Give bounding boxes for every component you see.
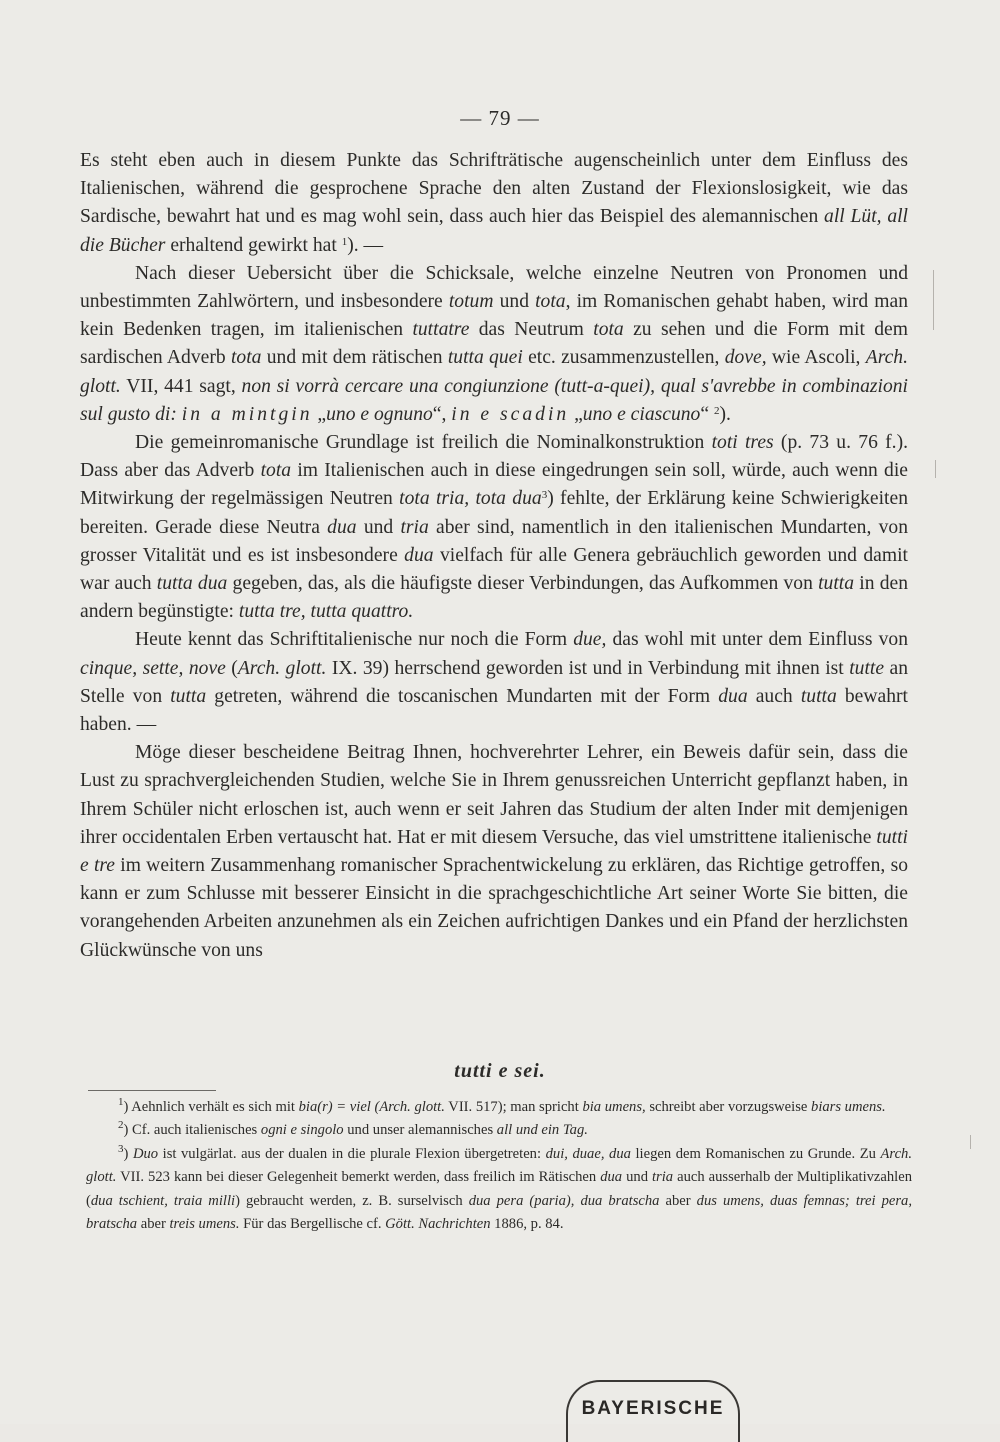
italic-text: toti tres (711, 432, 774, 454)
text-run: zu sehen und die Form mit dem sardischen Adverb (80, 319, 908, 369)
italic-text: dua (600, 1169, 623, 1186)
italic-text: ogni e singolo (260, 1122, 344, 1139)
italic-text: dua (327, 516, 357, 538)
footnote-marker: 3 (541, 489, 548, 502)
text-run: das Neutrum (469, 319, 594, 341)
footnote (86, 1096, 912, 1119)
text-run: Die gemeinromanische Grundlage ist freilich die Nominalkonstruktion (135, 432, 712, 454)
text-run: auch ausserhalb der Multiplikativzahlen ( (86, 1169, 912, 1209)
margin-mark (935, 460, 936, 478)
text-run: VII, 441 sagt, (120, 375, 242, 397)
text-run: erhaltend gewirkt hat (165, 234, 342, 256)
library-stamp-text: BAYERISCHE (581, 1398, 725, 1419)
italic-text: tria (652, 1169, 674, 1186)
text-run: und (493, 291, 536, 313)
text-run: aber (137, 1216, 170, 1233)
paragraph (80, 739, 908, 965)
italic-text: tota (260, 460, 292, 482)
italic-text: Duo (132, 1145, 159, 1162)
italic-text: tria (400, 516, 429, 538)
italic-text: cinque, sette, nove (80, 657, 226, 679)
text-run: „ (569, 403, 583, 425)
text-run: im Italienischen auch in diese eingedrungen sein soll, würde, auch wenn die Mitwirkung der regelmässigen Neutren (80, 460, 908, 510)
signature: tutti e sei. (454, 1060, 546, 1082)
footnotes (86, 1096, 912, 1236)
text-run: und mit dem rätischen (261, 347, 448, 369)
footnote (86, 1143, 912, 1237)
italic-text: all Lüt, all die Bücher (80, 206, 909, 256)
text-run: Möge dieser bescheidene Beitrag Ihnen, hochverehrter Lehrer, ein Beweis dafür sein, dass die Lust zu sprachvergleichenden Studien, welche Sie in Ihrem genussreichen Unterricht gepflanzt haben, in Ihrem Schüler nicht erloschen ist, auch wenn er seit Jahren das Studium der alten Inder mit demjenigen ihrer occidentalen Erben vertauscht hat. Hat er mit diesem Versuche, das viel umstrittene italienische (80, 742, 908, 848)
text-run: schreibt aber vorzugsweise (645, 1099, 812, 1115)
text-run: im weitern Zusammenhang romanischer Sprachentwickelung zu erklären, das Richtige getroffen, so kann er zum Schlusse mit besserer Einsicht in die sprachgeschichtliche Art seiner Worte Sie bitten, die vorangehenden Arbeiten anzunehmen als ein Zeichen aufrichtigen Dankes und ein Pfand der herzlichsten Glückwünsche von uns (80, 855, 908, 961)
italic-text: Arch. glott. (86, 1145, 912, 1186)
text-run: ) gebraucht werden, z. B. surselvisch (235, 1192, 469, 1209)
paragraph (80, 147, 908, 260)
text-run: das wohl mit unter dem Einfluss von (606, 629, 908, 651)
italic-text: all und ein Tag. (496, 1122, 588, 1139)
text-run: (p. 73 u. 76 f.). Dass aber das Adverb (80, 432, 908, 482)
text-run: gegeben, das, als die häufigste dieser Verbindungen, das Aufkommen von (227, 573, 819, 595)
italic-text: dua (718, 685, 748, 707)
italic-text: tota (535, 291, 566, 313)
text-run: und (622, 1169, 652, 1186)
text-run: aber sind, namentlich in den italienischen Mundarten, von grosser Vitalität und es ist insbesondere (80, 516, 909, 566)
footnote-marker: 2 (713, 404, 720, 417)
text-run: 1886, p. 84. (490, 1216, 564, 1233)
text-run: ) fehlte, der Erklärung keine Schwierigkeiten bereiten. Gerade diese Neutra (80, 488, 908, 538)
footnote-marker: 2 (118, 1119, 124, 1132)
paragraph (80, 429, 908, 626)
text-run: und (356, 516, 401, 538)
italic-text: tutti e tre (80, 826, 908, 877)
italic-text: tutta (170, 685, 207, 707)
text-run: “ (700, 403, 714, 425)
italic-text: Arch. glott. (237, 657, 327, 679)
footnote-marker: 3 (118, 1142, 124, 1155)
margin-mark (933, 270, 934, 330)
footnote (86, 1119, 912, 1142)
text-run: VII. 517); man spricht (444, 1099, 583, 1115)
text-run: wie Ascoli, (766, 347, 866, 369)
text-run: auch (747, 685, 801, 707)
text-run: an Stelle von (80, 657, 908, 707)
library-stamp (566, 1380, 740, 1442)
text-run: Es steht eben auch in diesem Punkte das Schrifträtische augenscheinlich unter dem Einfluss des Italienischen, während die gesprochene Sprache den alten Zustand der Flexionslosigkeit, wie das Sardische, bewahrt hat und es mag wohl sein, dass auch hier das Beispiel des alemannischen (80, 150, 908, 228)
text-run: getreten, während die toscanischen Mundarten mit der Form (206, 685, 719, 707)
text-run: Nach dieser Uebersicht über die Schicksale, welche einzelne Neutren von Pronomen und unbestimmten Zahlwörtern, und insbesondere (80, 262, 908, 313)
footnote-marker: 1 (341, 235, 348, 248)
italic-text: non si vorrà cercare una congiunzione (tutt-a-quei), qual s'avrebbe in combinazioni sul gusto di: (80, 375, 908, 425)
text-run: vielfach für alle Genera gebräuchlich geworden und damit war auch (80, 544, 908, 595)
text-run: ). (719, 403, 731, 425)
text-run: “, (432, 403, 452, 425)
text-run: ( (225, 657, 238, 679)
text-run: ist vulgärlat. aus der dualen in die plurale Flexion übergetreten: (158, 1145, 546, 1162)
italic-text: tutta tre, tutta quattro. (238, 601, 414, 623)
italic-text: tota (230, 347, 262, 369)
italic-text: tutta (818, 573, 855, 595)
italic-text: due, (573, 629, 607, 651)
text-run: in den andern begünstigte: (80, 573, 909, 623)
italic-text: tota (593, 319, 624, 341)
body-text (80, 147, 908, 965)
paragraph (80, 260, 908, 429)
italic-text: bia(r) = viel (Arch. glott. (298, 1099, 445, 1115)
text-run: Für das Bergellische cf. (239, 1216, 386, 1233)
text-run: ) Aehnlich verhält es sich mit (123, 1099, 299, 1115)
text-run: VII. 523 kann bei dieser Gelegenheit bemerkt werden, dass freilich im Rätischen (116, 1169, 601, 1186)
text-run: aber (659, 1192, 697, 1209)
italic-text: dove, (724, 347, 767, 369)
italic-text: uno e ognuno (326, 403, 433, 425)
italic-text: uno e ciascuno (582, 403, 701, 425)
footnote-marker: 1 (118, 1096, 124, 1108)
paragraph (80, 626, 908, 739)
text-run: IX. 39) herrschend geworden ist und in Verbindung mit ihnen ist (326, 657, 850, 679)
italic-text: dua tschient, traia milli (90, 1192, 236, 1209)
italic-text: totum (448, 291, 494, 313)
italic-text: Gött. Nachrichten (385, 1216, 491, 1233)
margin-mark (970, 1135, 971, 1149)
italic-text: tutte (849, 657, 885, 679)
italic-text: tutta quei (447, 347, 523, 369)
spaced-italic-text: in e scadin (451, 403, 570, 425)
italic-text: tutta dua (156, 573, 228, 595)
text-run: ) Cf. auch italienisches (123, 1122, 261, 1139)
text-run: , im Romanischen gehabt haben, wird man kein Bedenken tragen, im italienischen (80, 291, 908, 341)
footnote-rule (88, 1090, 216, 1091)
text-run: liegen dem Romanischen zu Grunde. Zu (630, 1145, 881, 1162)
italic-text: dua pera (paria), dua bratscha (468, 1192, 660, 1209)
italic-text: dus umens, duas femnas; trei pera, bratscha (86, 1192, 912, 1233)
text-run: ) (123, 1145, 133, 1162)
text-run: Heute kennt das Schriftitalienische nur noch die Form (135, 629, 574, 651)
italic-text: dui, duae, dua (545, 1145, 631, 1162)
italic-text: tota tria, tota dua (399, 488, 542, 510)
text-run: und unser alemannisches (343, 1122, 497, 1139)
text-run: etc. zusammenzustellen, (522, 347, 725, 369)
text-run: „ (312, 403, 327, 425)
italic-text: bia umens, (582, 1099, 646, 1115)
italic-text: tuttatre (412, 319, 470, 341)
italic-text: tutta (800, 685, 837, 707)
page-number: — 79 — (460, 106, 540, 130)
italic-text: Arch. glott. (80, 347, 908, 397)
italic-text: biars umens. (811, 1099, 886, 1115)
text-run: ). — (347, 234, 384, 256)
italic-text: dua (404, 544, 434, 566)
spaced-italic-text: in a mintgin (181, 403, 313, 425)
text-run: bewahrt haben. — (80, 685, 908, 736)
italic-text: treis umens. (169, 1216, 240, 1233)
